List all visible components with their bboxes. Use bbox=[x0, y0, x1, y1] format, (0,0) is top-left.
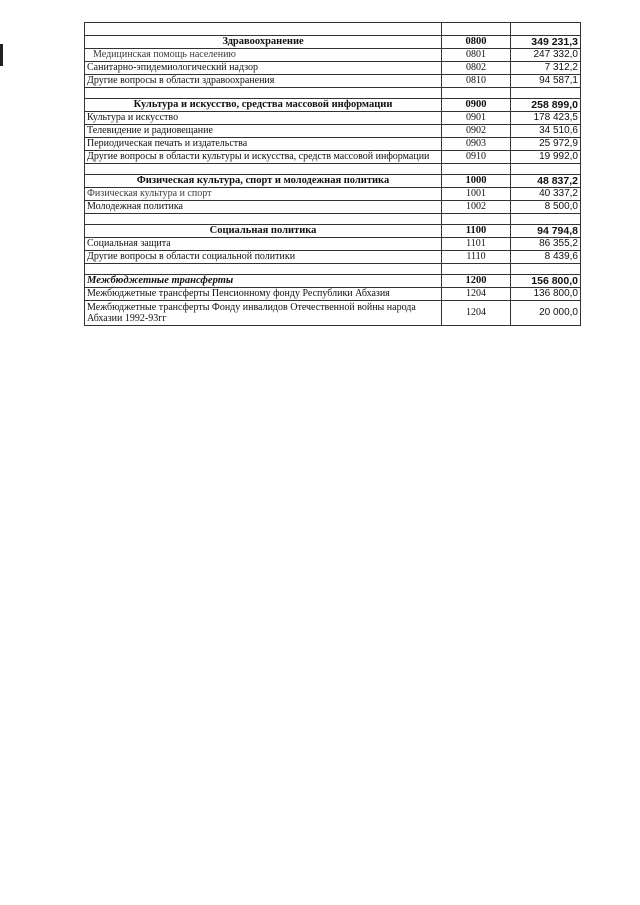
section-code: 0800 bbox=[442, 36, 511, 49]
item-code: 1204 bbox=[442, 301, 511, 326]
item-name: Медицинская помощь населению bbox=[85, 49, 442, 62]
item-amount: 34 510,6 bbox=[511, 125, 581, 138]
item-name: Другие вопросы в области культуры и искусства, средств массовой информации bbox=[85, 151, 442, 164]
section-title: Межбюджетные трансферты bbox=[85, 275, 442, 288]
table-row bbox=[85, 251, 581, 264]
item-amount: 8 500,0 bbox=[511, 201, 581, 214]
item-code: 1204 bbox=[442, 288, 511, 301]
item-amount: 178 423,5 bbox=[511, 112, 581, 125]
item-amount: 247 332,0 bbox=[511, 49, 581, 62]
item-code: 0901 bbox=[442, 112, 511, 125]
item-name: Телевидение и радиовещание bbox=[85, 125, 442, 138]
item-amount: 25 972,9 bbox=[511, 138, 581, 151]
item-code: 1002 bbox=[442, 201, 511, 214]
section-amount: 156 800,0 bbox=[511, 275, 581, 288]
item-code: 0802 bbox=[442, 62, 511, 75]
item-amount: 19 992,0 bbox=[511, 151, 581, 164]
table-row bbox=[85, 125, 581, 138]
section-title: Здравоохранение bbox=[85, 36, 442, 49]
table-row bbox=[85, 75, 581, 88]
table-row bbox=[85, 301, 581, 326]
item-name: Молодежная политика bbox=[85, 201, 442, 214]
item-amount: 20 000,0 bbox=[511, 301, 581, 326]
section-header-row bbox=[85, 175, 581, 188]
item-name: Физическая культура и спорт bbox=[85, 188, 442, 201]
table-row bbox=[85, 201, 581, 214]
table-row bbox=[85, 188, 581, 201]
section-header-row bbox=[85, 99, 581, 112]
item-amount: 136 800,0 bbox=[511, 288, 581, 301]
item-code: 0902 bbox=[442, 125, 511, 138]
section-code: 1200 bbox=[442, 275, 511, 288]
table-row bbox=[85, 49, 581, 62]
table-spacer-row bbox=[85, 23, 581, 36]
table-row bbox=[85, 62, 581, 75]
item-amount: 7 312,2 bbox=[511, 62, 581, 75]
table-spacer-row bbox=[85, 164, 581, 175]
section-header-row bbox=[85, 225, 581, 238]
item-name: Другие вопросы в области здравоохранения bbox=[85, 75, 442, 88]
item-code: 0801 bbox=[442, 49, 511, 62]
table-row bbox=[85, 288, 581, 301]
item-name: Другие вопросы в области социальной политики bbox=[85, 251, 442, 264]
item-code: 1001 bbox=[442, 188, 511, 201]
section-code: 1100 bbox=[442, 225, 511, 238]
item-name: Периодическая печать и издательства bbox=[85, 138, 442, 151]
table-spacer-row bbox=[85, 214, 581, 225]
item-code: 1110 bbox=[442, 251, 511, 264]
section-header-row bbox=[85, 36, 581, 49]
page-edge-mark bbox=[0, 44, 3, 66]
table-row bbox=[85, 112, 581, 125]
item-amount: 8 439,6 bbox=[511, 251, 581, 264]
section-amount: 48 837,2 bbox=[511, 175, 581, 188]
item-amount: 40 337,2 bbox=[511, 188, 581, 201]
item-amount: 94 587,1 bbox=[511, 75, 581, 88]
item-code: 1101 bbox=[442, 238, 511, 251]
item-name: Межбюджетные трансферты Пенсионному фонду Республики Абхазия bbox=[85, 288, 442, 301]
item-name: Межбюджетные трансферты Фонду инвалидов Отечественной войны народа Абхазии 1992-93гг bbox=[85, 301, 442, 326]
section-title: Культура и искусство, средства массовой информации bbox=[85, 99, 442, 112]
section-code: 1000 bbox=[442, 175, 511, 188]
table-row bbox=[85, 238, 581, 251]
item-code: 0810 bbox=[442, 75, 511, 88]
item-code: 0903 bbox=[442, 138, 511, 151]
item-code: 0910 bbox=[442, 151, 511, 164]
section-amount: 94 794,8 bbox=[511, 225, 581, 238]
table-spacer-row bbox=[85, 264, 581, 275]
item-name: Санитарно-эпидемиологический надзор bbox=[85, 62, 442, 75]
table-row bbox=[85, 151, 581, 164]
item-amount: 86 355,2 bbox=[511, 238, 581, 251]
section-amount: 258 899,0 bbox=[511, 99, 581, 112]
section-title: Физическая культура, спорт и молодежная политика bbox=[85, 175, 442, 188]
table-row bbox=[85, 138, 581, 151]
item-name: Социальная защита bbox=[85, 238, 442, 251]
table-spacer-row bbox=[85, 88, 581, 99]
budget-table bbox=[84, 22, 581, 326]
section-code: 0900 bbox=[442, 99, 511, 112]
item-name: Культура и искусство bbox=[85, 112, 442, 125]
section-amount: 349 231,3 bbox=[511, 36, 581, 49]
section-title: Социальная политика bbox=[85, 225, 442, 238]
section-header-row bbox=[85, 275, 581, 288]
